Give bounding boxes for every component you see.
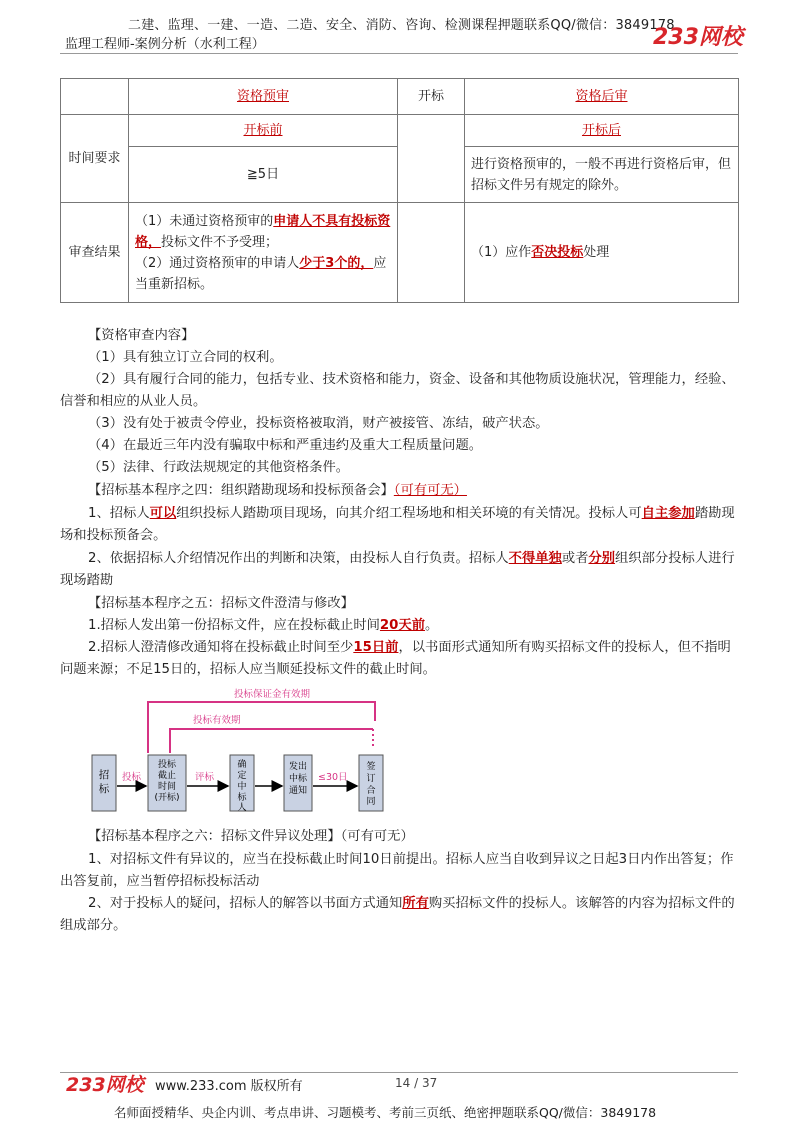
cell-prequal-time: 开标前 bbox=[129, 115, 398, 147]
footer-logo: 233网校 bbox=[66, 1074, 144, 1096]
sec1-item-3: （3）没有处于被责令停业，投标资格被取消，财产被接管、冻结，破产状态。 bbox=[88, 416, 549, 431]
arrow-30days-label: ≤30日 bbox=[318, 772, 348, 783]
header-divider bbox=[60, 53, 738, 54]
cell-open-time bbox=[398, 115, 465, 203]
sec4-item-1: 1、对招标文件有异议的，应当在投标截止时间10日前提出。招标人应当自收到异议之日起3日内作出答复；作出答复前，应当暂停招标投标活动 bbox=[60, 852, 734, 889]
box-tender-label: 招标 bbox=[98, 769, 110, 795]
sec1-item-5: （5）法律、行政法规规定的其他资格条件。 bbox=[88, 460, 350, 475]
sec3-item-2: 2.招标人澄清修改通知将在投标截止时间至少15日前，以书面形式通知所有购买招标文件的投标人，但不指明问题来源；不足15日的，招标人应当顺延投标文件的截止时间。 bbox=[60, 640, 731, 677]
cell-postqual-note: 进行资格预审的，一般不再进行资格后审，但招标文件另有规定的除外。 bbox=[465, 147, 739, 203]
box-notice-label: 发出中标通知 bbox=[288, 762, 308, 796]
box-contract-label: 签订合同 bbox=[366, 762, 376, 807]
cell-open-result bbox=[398, 203, 465, 303]
footer-site: www.233.com 版权所有 bbox=[155, 1079, 303, 1094]
table-corner bbox=[61, 79, 129, 115]
sec3-item-1: 1.招标人发出第一份招标文件，应在投标截止时间20天前。 bbox=[88, 618, 439, 633]
bid-validity-line bbox=[170, 729, 373, 753]
arrow-bid-label: 投标 bbox=[122, 772, 142, 783]
box-deadline-label: 投标截止时间(开标) bbox=[154, 760, 180, 803]
bond-validity-label: 投标保证金有效期 bbox=[234, 689, 311, 700]
sec1-item-4: （4）在最近三年内没有骗取中标和严重违约及重大工程质量问题。 bbox=[88, 438, 483, 453]
footer-divider bbox=[60, 1072, 738, 1073]
page-number: 14 / 37 bbox=[395, 1076, 438, 1090]
arrow-eval-label: 评标 bbox=[195, 772, 215, 783]
row-label-time: 时间要求 bbox=[61, 115, 129, 203]
tender-flow-diagram bbox=[88, 683, 408, 823]
header-line-1: 二建、监理、一建、一造、二造、安全、消防、咨询、检测课程押题联系QQ/微信：3849178 bbox=[128, 18, 675, 33]
cell-prequal-days: ≧5日 bbox=[129, 147, 398, 203]
sec4-item-2: 2、对于投标人的疑问，招标人的解答以书面方式通知所有购买招标文件的投标人。该解答的内容为招标文件的组成部分。 bbox=[60, 896, 735, 933]
col-header-prequal: 资格预审 bbox=[129, 79, 398, 115]
sec1-title: 【资格审查内容】 bbox=[88, 328, 195, 343]
qualification-table bbox=[60, 78, 739, 303]
sec1-item-2: （2）具有履行合同的能力，包括专业、技术资格和能力，资金、设备和其他物质设施状况，管理能力，经验、信誉和相应的从业人员。 bbox=[60, 372, 735, 409]
sec2-item-2: 2、依据招标人介绍情况作出的判断和决策，由投标人自行负责。招标人不得单独或者分别组织部分投标人进行现场踏勘 bbox=[60, 551, 735, 588]
header-line-2: 监理工程师-案例分析（水利工程） bbox=[65, 37, 265, 52]
footer-slogan: 名师面授精华、央企内训、考点串讲、习题模考、考前三页纸、绝密押题联系QQ/微信：3849178 bbox=[114, 1105, 657, 1120]
cell-postqual-result: （1）应作否决投标处理 bbox=[465, 203, 739, 303]
box-winner-label: 确定中标人 bbox=[237, 760, 247, 813]
cell-postqual-time: 开标后 bbox=[465, 115, 739, 147]
sec2-title: 【招标基本程序之四：组织踏勘现场和投标预备会】（可有可无） bbox=[88, 483, 467, 498]
col-header-postqual: 资格后审 bbox=[465, 79, 739, 115]
sec4-title: 【招标基本程序之六：招标文件异议处理】（可有可无） bbox=[88, 829, 414, 844]
sec2-item-1: 1、招标人可以组织投标人踏勘项目现场，向其介绍工程场地和相关环境的有关情况。投标人可自主参加踏勘现场和投标预备会。 bbox=[60, 506, 735, 543]
sec3-title: 【招标基本程序之五：招标文件澄清与修改】 bbox=[88, 596, 354, 611]
header-logo: 233网校 bbox=[653, 25, 743, 50]
bond-validity-line bbox=[148, 702, 375, 753]
cell-prequal-result: （1）未通过资格预审的申请人不具有投标资格，投标文件不予受理； （2）通过资格预审的申请人少于3个的，应当重新招标。 bbox=[129, 203, 398, 303]
sec1-item-1: （1）具有独立订立合同的权利。 bbox=[88, 350, 283, 365]
row-label-result: 审查结果 bbox=[61, 203, 129, 303]
bid-validity-label: 投标有效期 bbox=[193, 715, 241, 726]
col-header-open: 开标 bbox=[398, 79, 465, 115]
